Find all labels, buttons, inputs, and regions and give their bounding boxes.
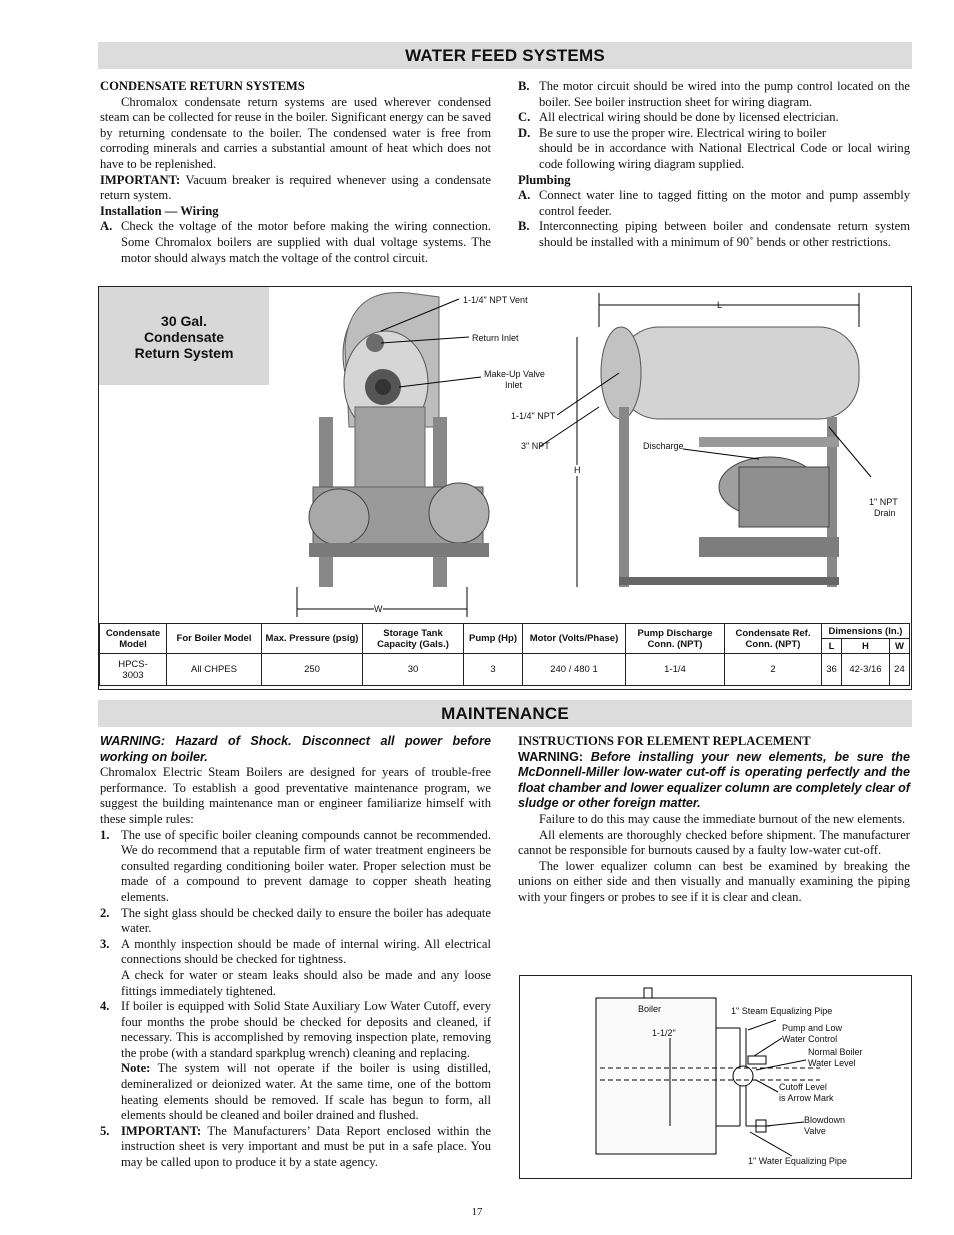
note-text: The system will not operate if the boiler is using distilled, demineralized or deionized water. At the same time, one of the bottom heating elements should be removed. If scale has begun to form, all elements should be cleaned and boiler drained and flushed. — [121, 1061, 491, 1123]
important-note — [100, 173, 491, 204]
label-makeup-inlet: Inlet — [505, 380, 523, 390]
caption-line: Condensate — [143, 329, 225, 345]
table-cell: All CHPES — [167, 654, 262, 686]
diagram-label-normal: Normal Boiler — [808, 1047, 863, 1057]
table-cell: 1-1/4 — [626, 654, 725, 686]
table-row — [100, 654, 910, 686]
item-text: If boiler is equipped with Solid State Auxiliary Low Water Cutoff, every four months the probe should be checked for deposits and cleaned, if necessary. This is accomplished by removing inspection plate, removing the probe (with a standard sparkplug wrench) cleaning and replacing. — [121, 999, 491, 1060]
note-label: Note: — [121, 1061, 151, 1076]
label-makeup-valve: Make-Up Valve — [484, 369, 545, 379]
plumbing-heading: Plumbing — [518, 172, 571, 187]
table-header: L — [822, 639, 842, 654]
item-marker: D. — [518, 125, 531, 140]
table-header: Condensate Ref. Conn. (NPT) — [725, 624, 822, 654]
item-marker: 5. — [100, 1123, 110, 1138]
maintenance-banner: MAINTENANCE — [98, 700, 912, 727]
install-item-b — [518, 79, 910, 110]
table-header: H — [842, 639, 890, 654]
item-5-label: IMPORTANT: — [121, 1123, 202, 1138]
water-feed-systems-banner: WATER FEED SYSTEMS — [98, 42, 912, 69]
maintenance-item-2 — [100, 906, 491, 937]
label-dim-l: L — [717, 300, 723, 310]
table-header-row — [100, 624, 910, 639]
maintenance-item-3 — [100, 937, 491, 968]
condensate-right-column — [518, 79, 910, 251]
table-header: Dimensions (In.) — [822, 624, 910, 639]
table-cell: 3 — [464, 654, 523, 686]
item-marker: C. — [518, 110, 531, 125]
item-marker: 4. — [100, 999, 110, 1014]
equalizing-pipe-diagram — [519, 975, 912, 1179]
table-header: Condensate Model — [100, 624, 167, 654]
condensate-figure — [98, 286, 912, 690]
diagram-label-arrow-mark: is Arrow Mark — [779, 1093, 834, 1103]
table-cell: 24 — [889, 654, 909, 686]
table-header: Pump Discharge Conn. (NPT) — [626, 624, 725, 654]
install-item-a — [100, 219, 491, 266]
item-text: Connect water line to tagged fitting on the motor and pump assembly control feeder. — [539, 188, 910, 218]
diagram-label-water-control: Water Control — [782, 1034, 838, 1044]
table-cell: 2 — [725, 654, 822, 686]
item-marker: A. — [518, 188, 531, 203]
table-header: Storage Tank Capacity (Gals.) — [363, 624, 464, 654]
label-drain-npt: 1" NPT — [869, 497, 898, 507]
right-unit-photo — [601, 327, 859, 587]
warning-text: Before installing your new elements, be sure the McDonnell-Miller low-water cut-off is operating perfectly and the float chamber and lower equalizer column are completely clear of sludge or other foreign matter. — [518, 749, 910, 811]
plumbing-item-b — [518, 219, 910, 250]
item-marker: B. — [518, 219, 530, 234]
item-marker: A. — [100, 219, 113, 234]
diagram-label-steam-pipe: 1" Steam Equalizing Pipe — [731, 1006, 833, 1016]
table-cell: 36 — [822, 654, 842, 686]
item-text: Be sure to use the proper wire. Electrical wiring to boiler — [539, 125, 827, 140]
item-marker: 3. — [100, 936, 110, 951]
table-header: Pump (Hp) — [464, 624, 523, 654]
maintenance-item-3-extra: A check for water or steam leaks should also be made and any loose fittings immediately tightened. — [121, 967, 491, 998]
maintenance-item-4 — [100, 999, 491, 1061]
diagram-label-water-pipe: 1" Water Equalizing Pipe — [748, 1156, 847, 1166]
label-dim-h: H — [574, 465, 581, 475]
install-item-d — [518, 126, 910, 142]
shock-warning: WARNING: Hazard of Shock. Disconnect all power before working on boiler. — [100, 734, 491, 764]
item-text: A monthly inspection should be made of internal wiring. All electrical connections should be checked for tightness. — [121, 936, 491, 967]
install-item-c — [518, 110, 910, 126]
important-label: IMPORTANT: — [100, 172, 181, 187]
diagram-label-cutoff: Cutoff Level — [779, 1082, 827, 1092]
install-item-d-cont: should be in accordance with National Electrical Code or local wiring code following wiring diagram supplied. — [539, 141, 910, 171]
item-text: The use of specific boiler cleaning compounds cannot be recommended. We do recommend that a reputable firm of water treatment engineers be consulted regarding conditioning boiler water. Proper selection must be made of a compound to prevent damage to copper sheath heating elements. — [121, 827, 491, 904]
diagram-label-pump: Pump and Low — [782, 1023, 843, 1033]
item-text: The Manufacturers’ Data Report enclosed within the instruction sheet is very important and must be put in a safe place. You may be called upon to produce it by a state agency. — [121, 1123, 491, 1170]
diagram-label-blowdown: Blowdown — [804, 1115, 846, 1125]
table-cell: 250 — [262, 654, 363, 686]
label-drain: Drain — [874, 508, 896, 518]
item-text: Interconnecting piping between boiler and condensate return system should be installed with a minimum of 90˚ bends or other restrictions. — [539, 219, 910, 249]
item-text: Check the voltage of the motor before making the wiring connection. Some Chromalox boilers are supplied with dual voltage systems. The motor should always match the voltage of the control circuit. — [121, 219, 491, 265]
label-vent: 1-1/4" NPT Vent — [463, 295, 528, 305]
diagram-lines — [520, 976, 910, 1177]
diagram-label-water-level: Water Level — [808, 1058, 856, 1068]
condensate-heading: CONDENSATE RETURN SYSTEMS — [100, 79, 305, 93]
item-marker: B. — [518, 79, 530, 93]
install-heading: Installation — Wiring — [100, 203, 219, 218]
condensate-intro: Chromalox condensate return systems are used wherever condensed steam can be collected for reuse in the boiler. Significant energy can be saved by returning condensate to the boiler. The condensed water is free from corroding minerals and carries a substantial amount of heat which does not have to be replenished. — [100, 94, 491, 171]
label-npt-3: 3" NPT — [521, 441, 550, 451]
spec-table — [99, 623, 910, 686]
maintenance-item-5 — [100, 1124, 491, 1171]
page-number: 17 — [471, 1206, 483, 1218]
table-header: W — [889, 639, 909, 654]
label-return-inlet: Return Inlet — [472, 333, 519, 343]
caption-line: 30 Gal. — [161, 313, 207, 329]
maintenance-item-1 — [100, 828, 491, 906]
element-paragraph-1: Failure to do this may cause the immediate burnout of the new elements. — [539, 811, 906, 826]
condensate-left-column — [100, 79, 491, 266]
diagram-label-valve: Valve — [804, 1126, 826, 1136]
element-warning — [518, 750, 910, 812]
label-dim-w: W — [374, 604, 383, 614]
plumbing-item-a — [518, 188, 910, 219]
element-paragraph-3: The lower equalizer column can best be examined by breaking the unions on either side and then visually and manually examining the piping with your fingers or probes to see if it is clear and clean. — [518, 858, 910, 904]
item-text: The motor circuit should be wired into the pump control located on the boiler. See boiler instruction sheet for wiring diagram. — [539, 79, 910, 109]
table-cell: 30 — [363, 654, 464, 686]
table-cell: 240 / 480 1 — [523, 654, 626, 686]
element-replacement-column — [518, 734, 910, 906]
diagram-label-size: 1-1/2" — [652, 1028, 676, 1038]
element-heading: INSTRUCTIONS FOR ELEMENT REPLACEMENT — [518, 734, 811, 748]
table-header: Max. Pressure (psig) — [262, 624, 363, 654]
table-cell: 42-3/16 — [842, 654, 890, 686]
caption-line: Return System — [134, 345, 234, 361]
important-text: Vacuum breaker is required whenever using a condensate return system. — [100, 172, 491, 203]
item-text: All electrical wiring should be done by licensed electrician. — [539, 110, 839, 125]
table-header: Motor (Volts/Phase) — [523, 624, 626, 654]
diagram-label-boiler: Boiler — [638, 1004, 662, 1014]
maintenance-left-column — [100, 734, 491, 1171]
maintenance-intro: Chromalox Electric Steam Boilers are designed for years of trouble-free performance. To establish a good preventative maintenance program, we suggest the building maintenance man or engineer familiarize himself with these simple rules: — [100, 765, 491, 826]
item-marker: 2. — [100, 905, 110, 920]
warning-label: WARNING: — [518, 749, 584, 764]
element-paragraph-2: All elements are thoroughly checked before shipment. The manufacturer cannot be responsible for burnouts caused by a faulty low-water cut-off. — [518, 827, 910, 858]
table-cell: HPCS-3003 — [100, 654, 167, 686]
left-unit-photo — [309, 292, 489, 587]
item-marker: 1. — [100, 827, 110, 842]
table-header: For Boiler Model — [167, 624, 262, 654]
maintenance-note — [100, 1061, 491, 1123]
label-discharge: Discharge — [643, 441, 684, 451]
label-npt-114: 1-1/4" NPT — [511, 411, 556, 421]
item-text: The sight glass should be checked daily to ensure the boiler has adequate water. — [121, 905, 491, 936]
